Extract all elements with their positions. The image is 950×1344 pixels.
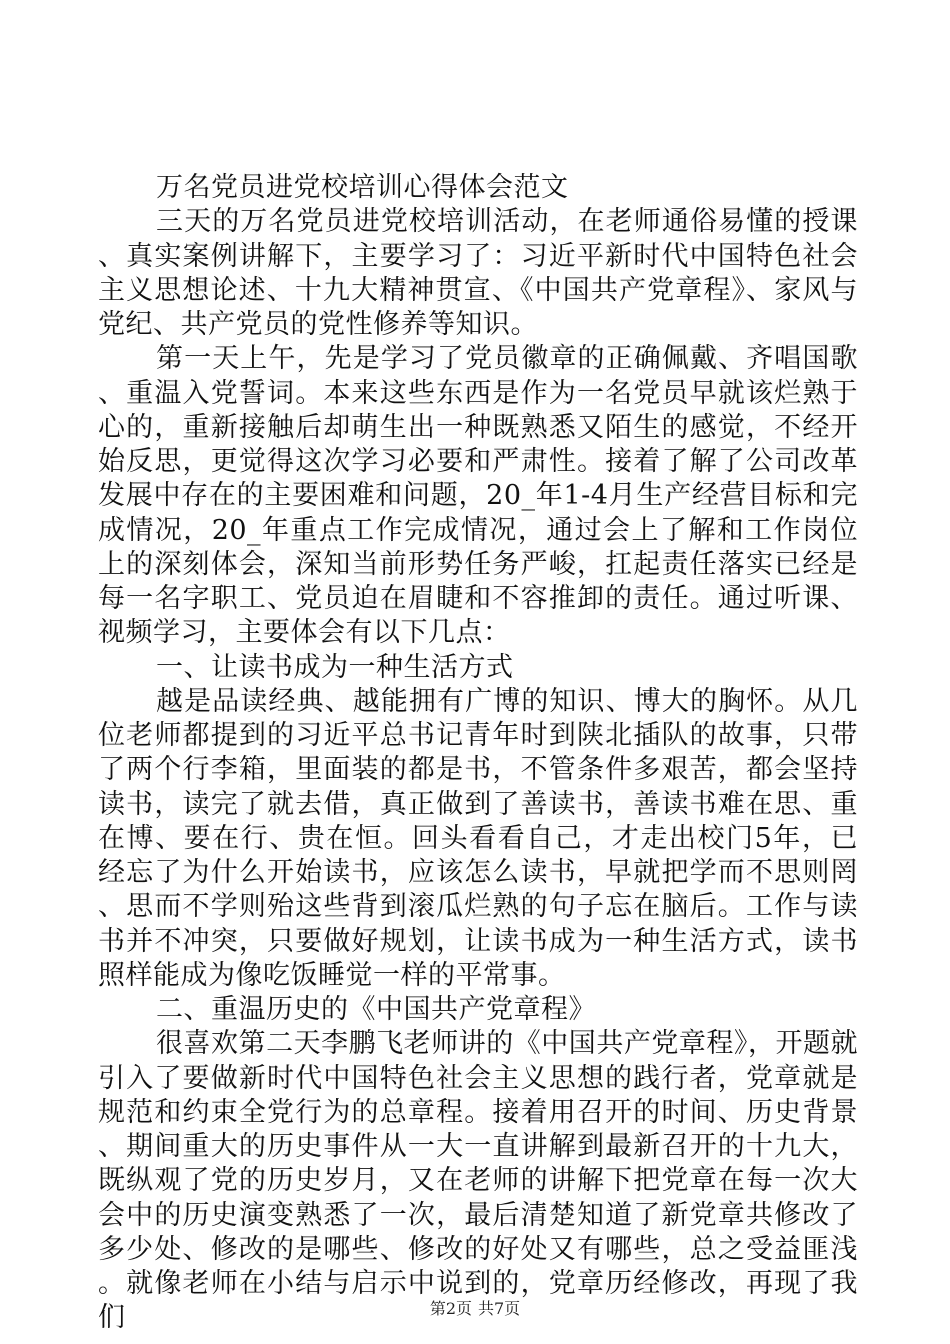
section-heading-reading: 一、让读书成为一种生活方式 [156, 651, 514, 683]
paragraph-day-one: 第一天上午，先是学习了党员徽章的正确佩戴、齐唱国歌、重温入党誓词。本来这些东西是作为一名党员早就该烂熟于心的，重新接触后却萌生出一种既熟悉又陌生的感觉，不经开始反思，更觉得这次学习必要和严肃性。接着了解了公司改革发展中存在的主要困难和问题，20_年1-4月生产经营目标和完成情况，20_年重点工作完成情况，通过会上了解和工作岗位上的深刻体会，深知当前形势任务严峻，扛起责任落实已经是每一名字职工、党员迫在眉睫和不容推卸的责任。通过听课、视频学习，主要体会有以下几点： [98, 343, 858, 649]
page-total: 共7页 [478, 1299, 521, 1318]
document-body [98, 171, 858, 1336]
paragraph-constitution: 很喜欢第二天李鹏飞老师讲的《中国共产党章程》，开题就引入了要做新时代中国特色社会主义思想的践行者，党章就是规范和约束全党行为的总章程。接着用召开的时间、历史背景、期间重大的历史事件从一大一直讲解到最新召开的十九大，既纵观了党的历史岁月，又在老师的讲解下把党章在每一次大会中的历史演变熟悉了一次，最后清楚知道了新党章共修改了多少处、修改的是哪些、修改的好处又有哪些，总之受益匪浅。就像老师在小结与启示中说到的，党章历经修改，再现了我们 [98, 1028, 858, 1334]
document-title: 万名党员进党校培训心得体会范文 [156, 172, 569, 203]
paragraph-intro: 三天的万名党员进党校培训活动，在老师通俗易懂的授课、真实案例讲解下，主要学习了：习近平新时代中国特色社会主义思想论述、十九大精神贯宣、《中国共产党章程》、家风与党纪、共产党员的党性修养等知识。 [98, 206, 858, 340]
section-heading-constitution: 二、重温历史的《中国共产党章程》 [156, 994, 596, 1025]
page-number: 第2页 [429, 1299, 472, 1318]
paragraph-reading: 越是品读经典、越能拥有广博的知识、博大的胸怀。从几位老师都提到的习近平总书记青年时到陕北插队的故事，只带了两个行李箱，里面装的都是书，不管条件多艰苦，都会坚持读书，读完了就去借，真正做到了善读书，善读书难在思、重在博、要在行、贵在恒。回头看看自己，才走出校门5年，已经忘了为什么开始读书，应该怎么读书，早就把学而不思则罔、思而不学则殆这些背到滚瓜烂熟的句子忘在脑后。工作与读书并不冲突，只要做好规划，让读书成为一种生活方式，读书照样能成为像吃饭睡觉一样的平常事。 [98, 685, 858, 991]
page-footer [0, 1296, 950, 1319]
